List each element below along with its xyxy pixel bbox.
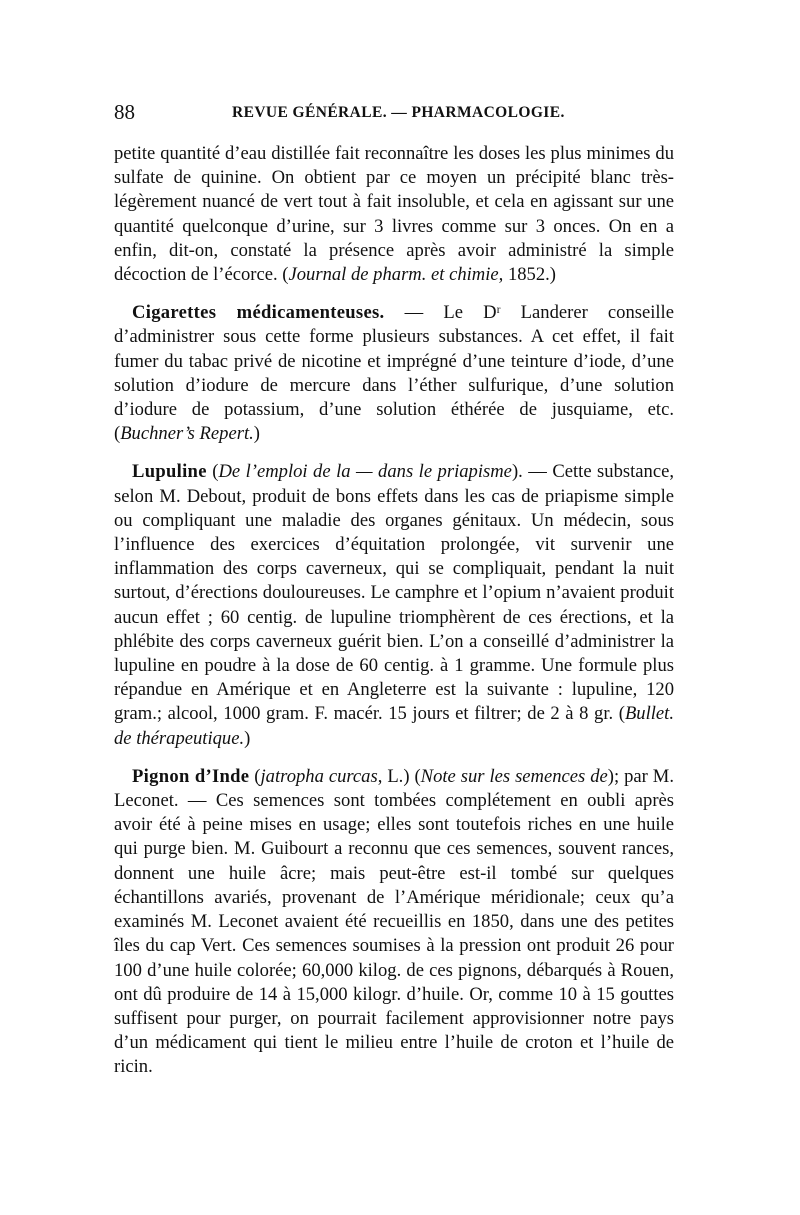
running-head: REVUE GÉNÉRALE. — PHARMACOLOGIE. <box>232 104 565 121</box>
latin-name: jatropha curcas <box>260 765 378 787</box>
page-number: 88 <box>114 100 135 124</box>
paragraph-text: — Le Dʳ Landerer conseille d’administrer sous cette forme plusieurs substances. A cet effet, il fait fumer du tabac privé de nicotine et imprégné d’une teinture d’iode, d’une solution d’iodure de mercure dans l’éther sulfurique, d’une solution d’iodure de potassium, d’une solution éthérée de jusquiame, etc. ( <box>114 302 674 445</box>
source-citation: Bullet. de thérapeutique. <box>114 703 674 749</box>
paragraph-text: — Cette substance, selon M. Debout, produit de bons effets dans les cas de priapisme simple ou compliquant une maladie des organes génitaux. Un médecin, sous l’influence des exercices d’équitation prolongée, vit survenir une inflammation des corps caverneux, qui se compliquait, pendant la nuit surtout, d’érections douloureuses. Le camphre et l’opium n’avaient produit aucun effet ; 60 centig. de lupuline triomphèrent de ces érections, et la phlébite des corps caverneux guérit bien. L’on a conseillé d’administrer la lupuline en poudre à la dose de 60 centig. à 1 gramme. Une formule plus répandue en Amérique et en Angleterre est la suivante : lupuline, 120 gram.; alcool, 1000 gram. F. macér. 15 jours et filtrer; de 2 à 8 gr. ( <box>114 461 674 725</box>
entry-cigarettes <box>114 301 674 446</box>
paragraph-text: petite quantité d’eau distillée fait reconnaître les doses les plus minimes du sulfate de quinine. On obtient par ce moyen un précipité blanc très-légèrement nuancé de vert tout à fait insoluble, et cela en agissant sur une quantité quelconque d’urine, sur 3 livres comme sur 3 onces. On en a enfin, dit-on, constaté la présence après avoir administré la simple décoction de l’écorce. ( <box>114 143 674 286</box>
latin-close: , L.) ( <box>377 765 421 787</box>
source-citation: Buchner’s Repert. <box>120 423 254 445</box>
entry-pignon-inde <box>114 765 674 1080</box>
paragraph-quinine-continuation <box>114 142 674 287</box>
citation-close: ) <box>253 423 260 445</box>
subtitle-open: ( <box>206 461 219 483</box>
entry-heading: Pignon d’Inde <box>132 765 250 787</box>
latin-open: ( <box>249 765 261 787</box>
entry-lupuline <box>114 460 674 750</box>
page-header <box>114 100 674 126</box>
page-body <box>114 142 674 1080</box>
paragraph-text: par M. Leconet. — Ces semences sont tombées complétement en oubli après avoir été à peine mises en usage; elles sont toutefois riches en une huile qui purge bien. M. Guibourt a reconnu que ces semences, souvent rances, donnent une huile âcre; mais peut-être est-il tombé sur quelques échantillons avariés, provenant de l’Amérique méridionale; ceux qu’a examinés M. Leconet avaient été recueillis en 1850, dans une des petites îles du cap Vert. Ces semences soumises à la pression ont produit 26 pour 100 d’une huile colorée; 60,000 kilog. de ces pignons, débarqués à Rouen, ont dû produire de 14 à 15,000 kilogr. d’huile. Or, comme 10 à 15 gouttes suffisent pour purger, on pourrait facilement approvisionner notre pays d’un médicament qui tient le milieu entre l’huile de croton et l’huile de ricin. <box>114 765 674 1078</box>
entry-subtitle: De l’emploi de la — dans le priapisme <box>218 461 512 483</box>
note-close: ); <box>607 765 625 787</box>
entry-heading: Lupuline <box>132 461 207 483</box>
citation-close: 1852.) <box>503 264 556 286</box>
subtitle-close: ). <box>511 461 529 483</box>
entry-heading: Cigarettes médicamenteuses. <box>132 302 385 324</box>
note-title: Note sur les semences de <box>420 765 608 787</box>
source-citation: Journal de pharm. et chimie, <box>288 264 504 286</box>
citation-close: ) <box>244 727 251 749</box>
